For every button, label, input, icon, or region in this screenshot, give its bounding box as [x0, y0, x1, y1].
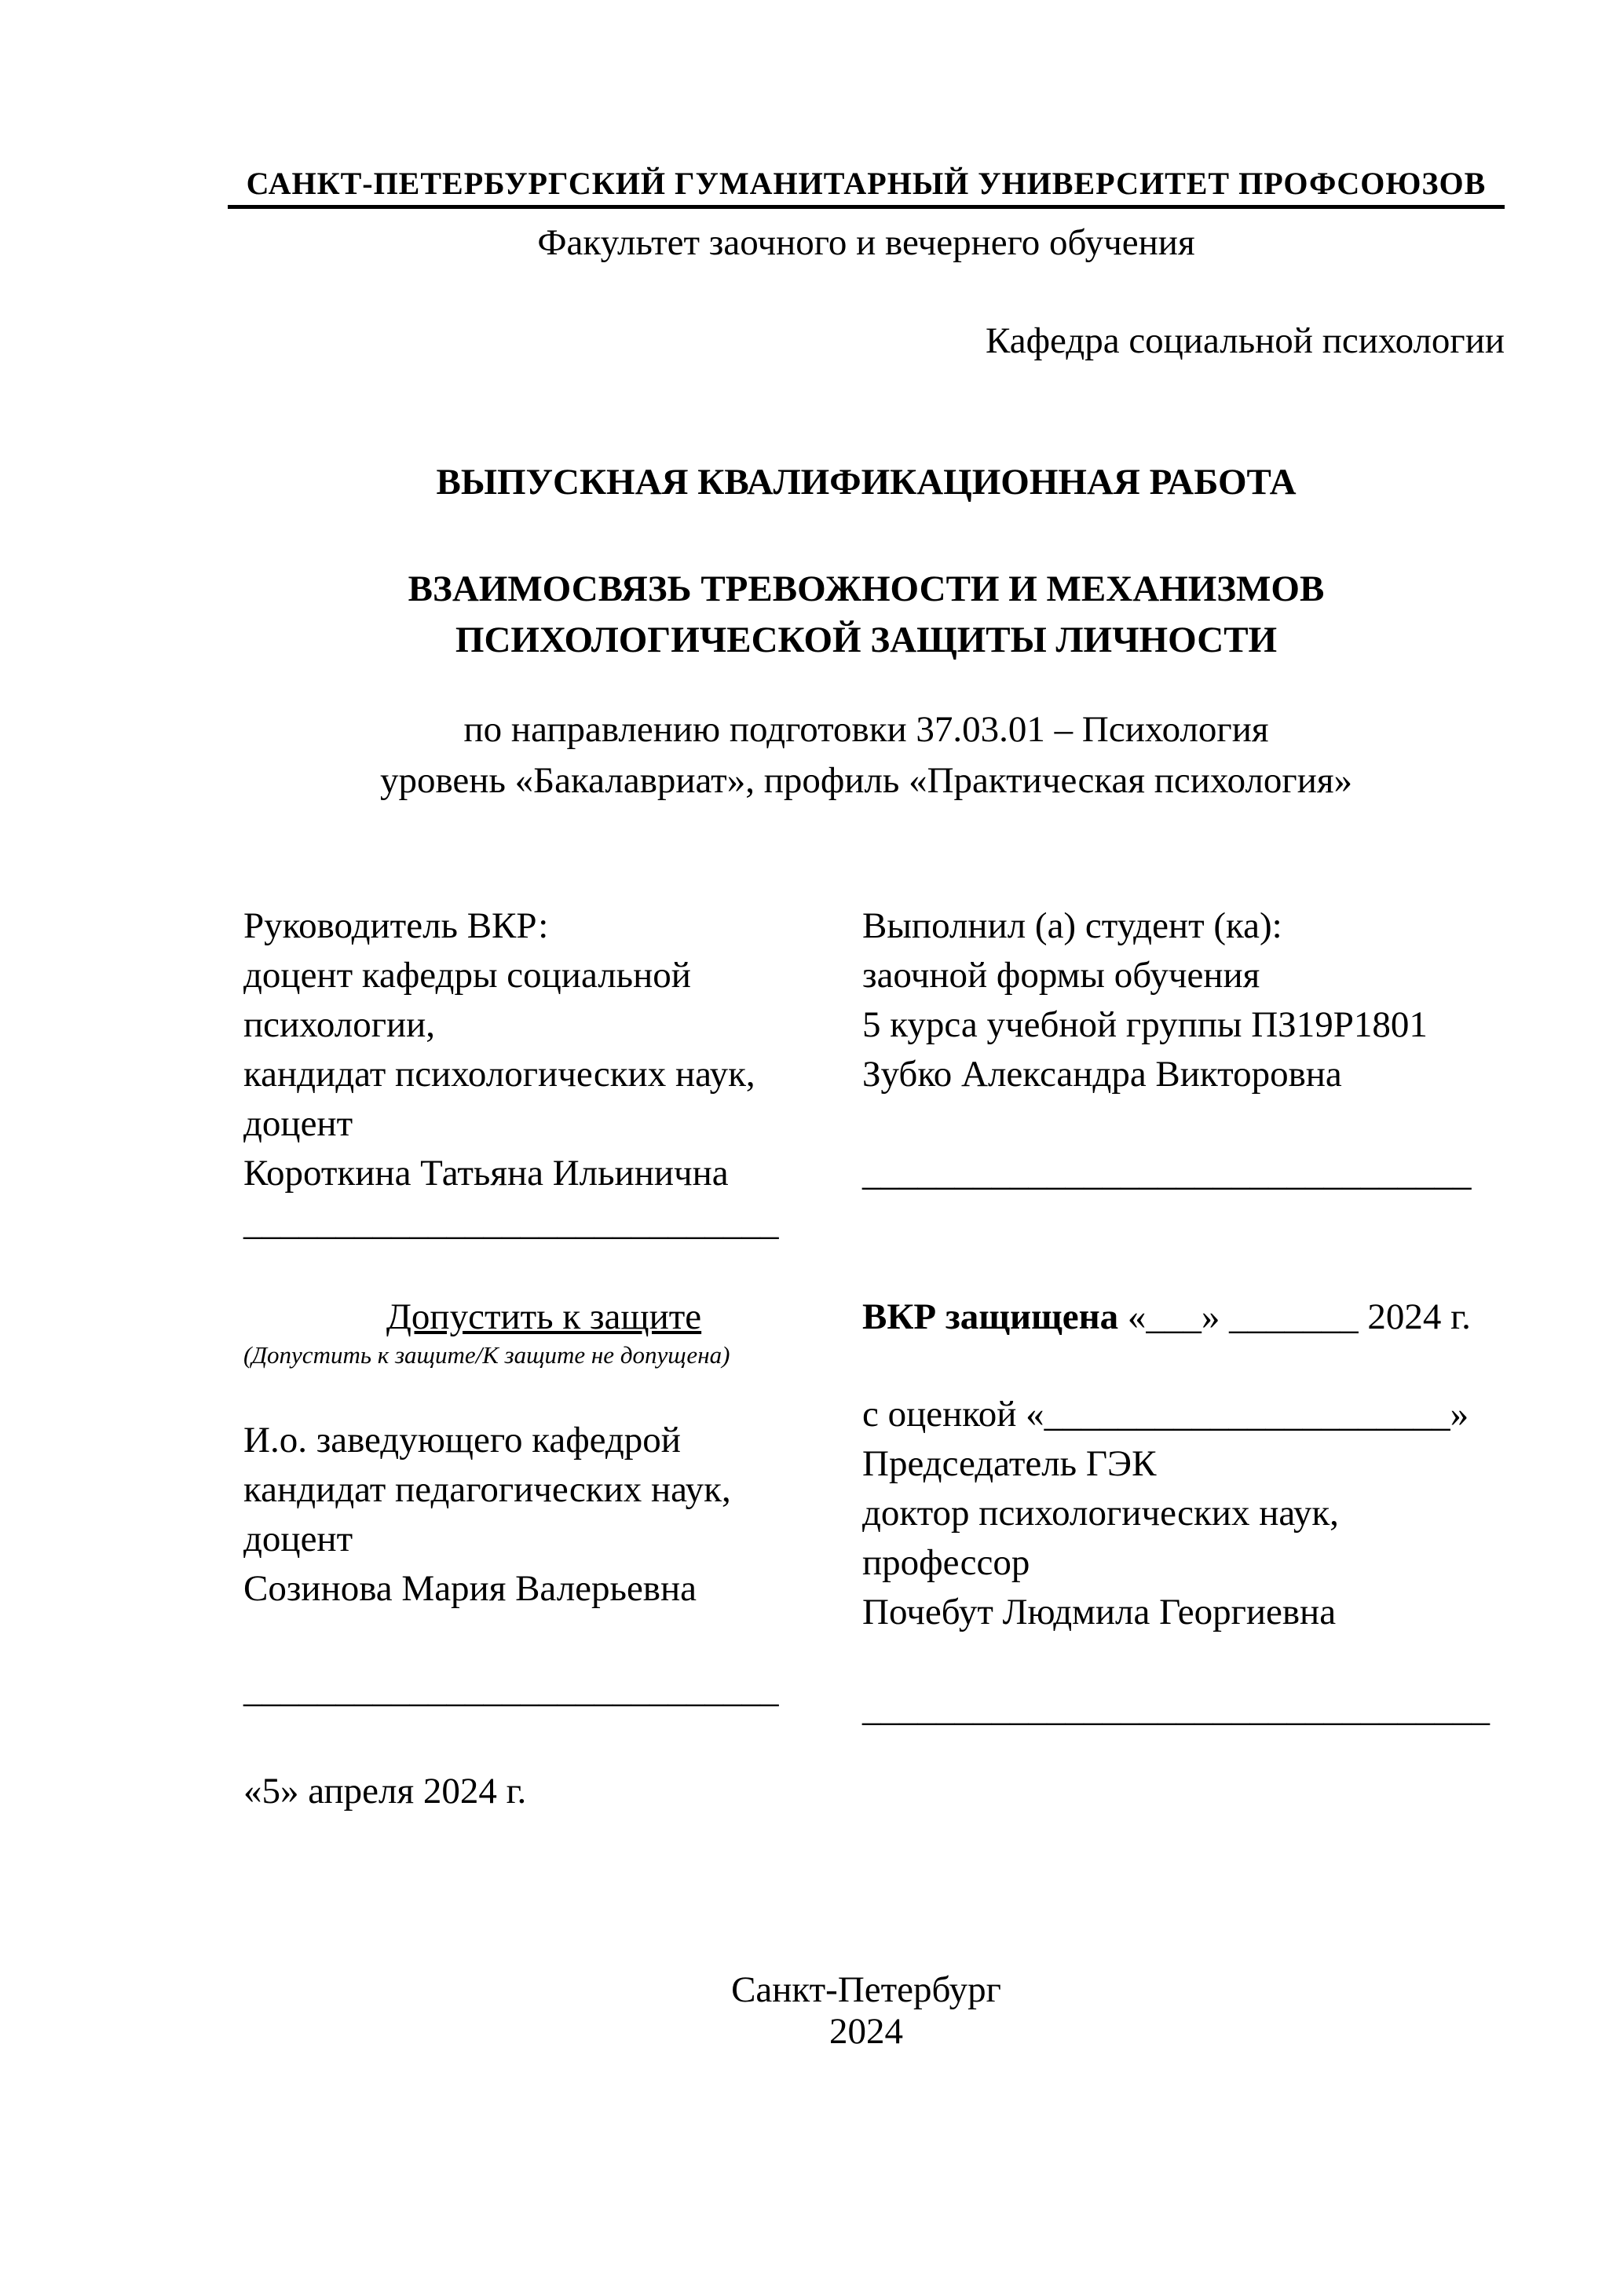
footer-city: Санкт-Петербург [731, 1969, 1001, 2010]
student-block [862, 901, 1506, 1198]
student-line: 5 курса учебной группы ПЗ19Р1801 [862, 1004, 1428, 1045]
student-label: Выполнил (а) студент (ка): [862, 905, 1282, 946]
grade-line: с оценкой «______________________» [862, 1394, 1469, 1435]
faculty-line: Факультет заочного и вечернего обучения [537, 222, 1195, 263]
acting-head-line: И.о. заведующего кафедрой [243, 1420, 681, 1461]
admission-heading: Допустить к защите [386, 1296, 702, 1337]
thesis-topic-line-2: ПСИХОЛОГИЧЕСКОЙ ЗАЩИТЫ ЛИЧНОСТИ [455, 620, 1278, 660]
supervisor-name: Короткина Татьяна Ильинична [243, 1153, 729, 1194]
defense-date-line [862, 1292, 1506, 1342]
university-name: САНКТ-ПЕТЕРБУРГСКИЙ ГУМАНИТАРНЫЙ УНИВЕРСИТЕТ ПРОФСОЮЗОВ [246, 166, 1487, 201]
chair-line: доктор психологических наук, [862, 1493, 1339, 1534]
acting-head-block [243, 1416, 844, 1614]
defense-date-blanks: «___» _______ 2024 г. [1118, 1296, 1471, 1337]
thesis-topic-line-1: ВЗАИМОСВЯЗЬ ТРЕВОЖНОСТИ И МЕХАНИЗМОВ [408, 569, 1325, 609]
work-type-heading: ВЫПУСКНАЯ КВАЛИФИКАЦИОННАЯ РАБОТА [436, 462, 1297, 503]
supervisor-line: психологии, [243, 1004, 436, 1045]
student-signature-line: _________________________________ [862, 1153, 1472, 1194]
acting-head-name: Созинова Мария Валерьевна [243, 1568, 697, 1609]
study-direction-line: по направлению подготовки 37.03.01 – Психология [463, 709, 1269, 750]
thesis-topic [228, 564, 1505, 666]
spacer-row [862, 1099, 1506, 1149]
supervisor-signature-line: _____________________________ [243, 1202, 779, 1243]
defense-date-label: ВКР защищена [862, 1296, 1119, 1337]
student-name: Зубко Александра Викторовна [862, 1054, 1342, 1095]
department-line: Кафедра социальной психологии [986, 320, 1505, 361]
footer-year: 2024 [829, 2011, 903, 2052]
acting-head-line: доцент [243, 1519, 353, 1559]
chair-line: профессор [862, 1542, 1030, 1583]
supervisor-line: доцент кафедры социальной [243, 955, 691, 996]
supervisor-block [243, 901, 844, 1248]
acting-head-line: кандидат педагогических наук, [243, 1469, 731, 1510]
admission-note: (Допустить к защите/К защите не допущена) [243, 1341, 730, 1369]
supervisor-line: доцент [243, 1103, 353, 1144]
chair-signature-line: __________________________________ [862, 1688, 1490, 1729]
supervisor-line: кандидат психологических наук, [243, 1054, 755, 1095]
study-level-line: уровень «Бакалавриат», профиль «Практическая психология» [380, 760, 1352, 801]
admission-date: «5» апреля 2024 г. [243, 1771, 527, 1812]
chair-name: Почебут Людмила Георгиевна [862, 1592, 1337, 1632]
supervisor-label: Руководитель ВКР: [243, 905, 549, 946]
acting-head-signature-line: _____________________________ [243, 1669, 779, 1710]
student-line: заочной формы обучения [862, 955, 1260, 996]
header-rule [228, 205, 1505, 209]
chair-line: Председатель ГЭК [862, 1443, 1157, 1484]
committee-chair-block [862, 1439, 1506, 1637]
